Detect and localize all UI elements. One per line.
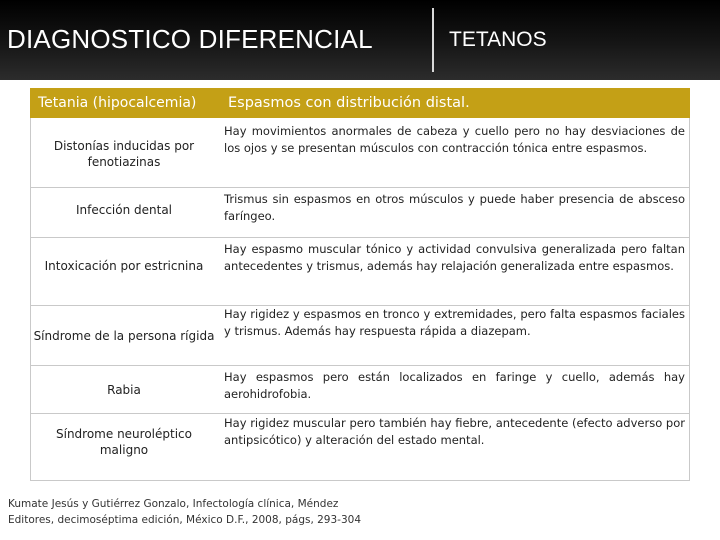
page-subtitle: TETANOS — [449, 28, 547, 51]
citation-line-1: Kumate Jesús y Gutiérrez Gonzalo, Infectología clínica, Méndez — [8, 498, 339, 510]
table-row — [30, 366, 690, 414]
row-condition: Rabia — [107, 383, 141, 397]
row-description: Trismus sin espasmos en otros músculos y puede haber presencia de absceso faríngeo. — [224, 192, 685, 223]
row-condition: Síndrome de la persona rígida — [33, 329, 215, 343]
row-condition: Distonías inducidas por fenotiazinas — [53, 138, 195, 169]
row-condition: Infección dental — [75, 203, 173, 217]
header-description: Espasmos con distribución distal. — [228, 95, 470, 111]
table-row — [30, 188, 690, 238]
row-condition: Intoxicación por estricnina — [44, 259, 204, 273]
table-row — [30, 118, 690, 188]
row-description: Hay rigidez y espasmos en tronco y extremidades, pero falta espasmos faciales y trismus. Además hay respuesta rápida a diazepam. — [224, 307, 685, 338]
table-header-row — [30, 88, 690, 118]
table-row — [30, 306, 690, 366]
page-title: DIAGNOSTICO DIFERENCIAL — [7, 24, 373, 54]
title-divider — [432, 8, 434, 72]
row-description: Hay espasmos pero están localizados en faringe y cuello, además hay aerohidrofobia. — [224, 370, 685, 401]
row-description: Hay movimientos anormales de cabeza y cuello pero no hay desviaciones de los ojos y se presentan músculos con contracción tónica entre espasmos. — [224, 124, 685, 155]
table-row — [30, 414, 690, 479]
citation-line-2: Editores, decimoséptima edición, México D.F., 2008, págs, 293-304 — [8, 514, 362, 526]
row-description: Hay rigidez muscular pero también hay fiebre, antecedente (efecto adverso por antipsicótico) y alteración del estado mental. — [224, 416, 685, 447]
header-condition: Tetania (hipocalcemia) — [38, 95, 197, 111]
citation — [8, 496, 361, 528]
row-condition: Síndrome neuroléptico maligno — [56, 427, 192, 457]
title-bar — [0, 0, 720, 80]
table-row — [30, 238, 690, 306]
differential-table — [30, 88, 690, 479]
row-description: Hay espasmo muscular tónico y actividad convulsiva generalizada pero faltan antecedentes y trismus, además hay relajación generalizada entre espasmos. — [224, 242, 685, 273]
